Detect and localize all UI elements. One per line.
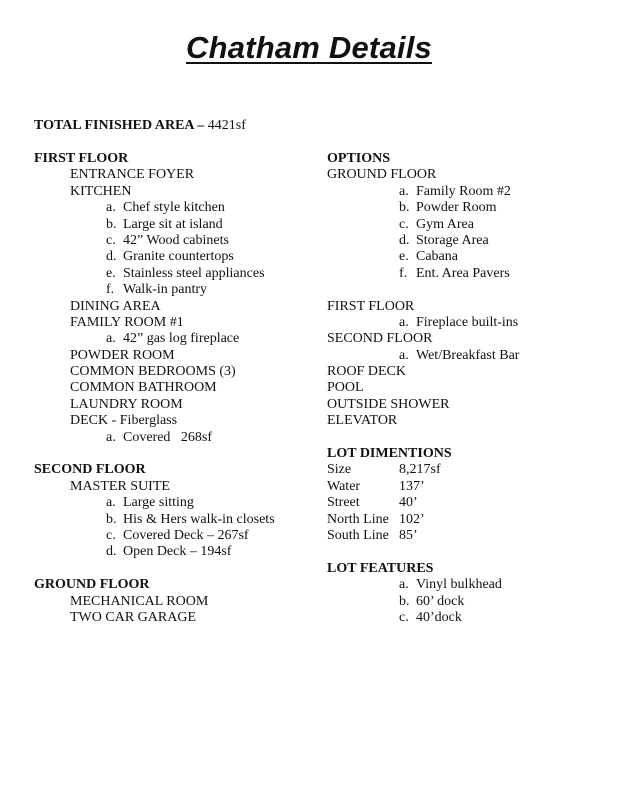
options-extra: ELEVATOR [327,413,398,429]
suite-item: c. Covered Deck – 267sf [106,527,249,543]
option-item: b. Powder Room [399,200,497,216]
lot-dimention-row: South Line 85’ [327,527,418,543]
list-item: DECK - Fiberglass [70,413,178,429]
option-item: e. Cabana [399,249,458,265]
list-item: COMMON BEDROOMS (3) [70,364,236,380]
lot-feature-item: a. Vinyl bulkhead [399,577,502,593]
total-label: TOTAL FINISHED AREA – [34,118,205,133]
lot-dimention-row: Water 137’ [327,478,425,494]
options-extra: ROOF DECK [327,364,406,380]
suite-item: d. Open Deck – 194sf [106,544,232,560]
option-item: a. Family Room #2 [399,183,511,199]
options-extra: OUTSIDE SHOWER [327,396,450,412]
list-item: KITCHEN [70,183,132,199]
kitchen-item: e. Stainless steel appliances [106,265,265,281]
option-item: c. Gym Area [399,216,474,232]
first-floor-heading: FIRST FLOOR [34,151,129,166]
lot-feature-item: c. 40’dock [399,609,462,625]
lot-dimention-row: North Line 102’ [327,511,425,527]
options-heading: OPTIONS [327,151,391,166]
suite-item: a. Large sitting [106,495,194,511]
list-item: MECHANICAL ROOM [70,593,209,609]
kitchen-item: d. Granite countertops [106,249,234,265]
family-room-item: a. 42” gas log fireplace [106,331,240,347]
lot-features-heading: LOT FEATURES [327,560,434,576]
right-column [327,151,607,626]
suite-item: b. His & Hers walk-in closets [106,511,275,527]
list-item: POWDER ROOM [70,347,175,363]
page-title: Chatham Details [186,30,432,65]
options-extra: POOL [327,380,364,396]
deck-item: a. Covered 268sf [106,429,213,445]
option-item: f. Ent. Area Pavers [399,265,510,281]
lot-feature-item: b. 60’ dock [399,593,465,609]
list-item: LAUNDRY ROOM [70,396,183,412]
list-item: COMMON BATHROOM [70,380,217,396]
kitchen-item: f. Walk-in pantry [106,282,208,298]
options-first-floor: FIRST FLOOR [327,298,415,314]
list-item: MASTER SUITE [70,478,170,494]
kitchen-item: c. 42” Wood cabinets [106,232,229,248]
total-value: 4421sf [207,118,246,133]
kitchen-item: a. Chef style kitchen [106,200,225,216]
option-item: a. Fireplace built-ins [399,314,519,330]
total-finished-area [34,118,246,134]
options-ground-floor: GROUND FLOOR [327,167,437,183]
option-item: a. Wet/Breakfast Bar [399,347,520,363]
lot-dimention-row: Street 40’ [327,495,418,511]
lot-dimentions-heading: LOT DIMENTIONS [327,446,452,462]
options-second-floor: SECOND FLOOR [327,331,433,347]
ground-floor-heading: GROUND FLOOR [34,577,150,593]
list-item: ENTRANCE FOYER [70,167,195,183]
option-item: d. Storage Area [399,232,489,248]
list-item: TWO CAR GARAGE [70,609,196,625]
kitchen-item: b. Large sit at island [106,216,223,232]
left-column [34,151,324,626]
second-floor-heading: SECOND FLOOR [34,462,146,478]
list-item: DINING AREA [70,298,161,314]
list-item: FAMILY ROOM #1 [70,314,184,330]
lot-dimention-row: Size 8,217sf [327,462,441,478]
